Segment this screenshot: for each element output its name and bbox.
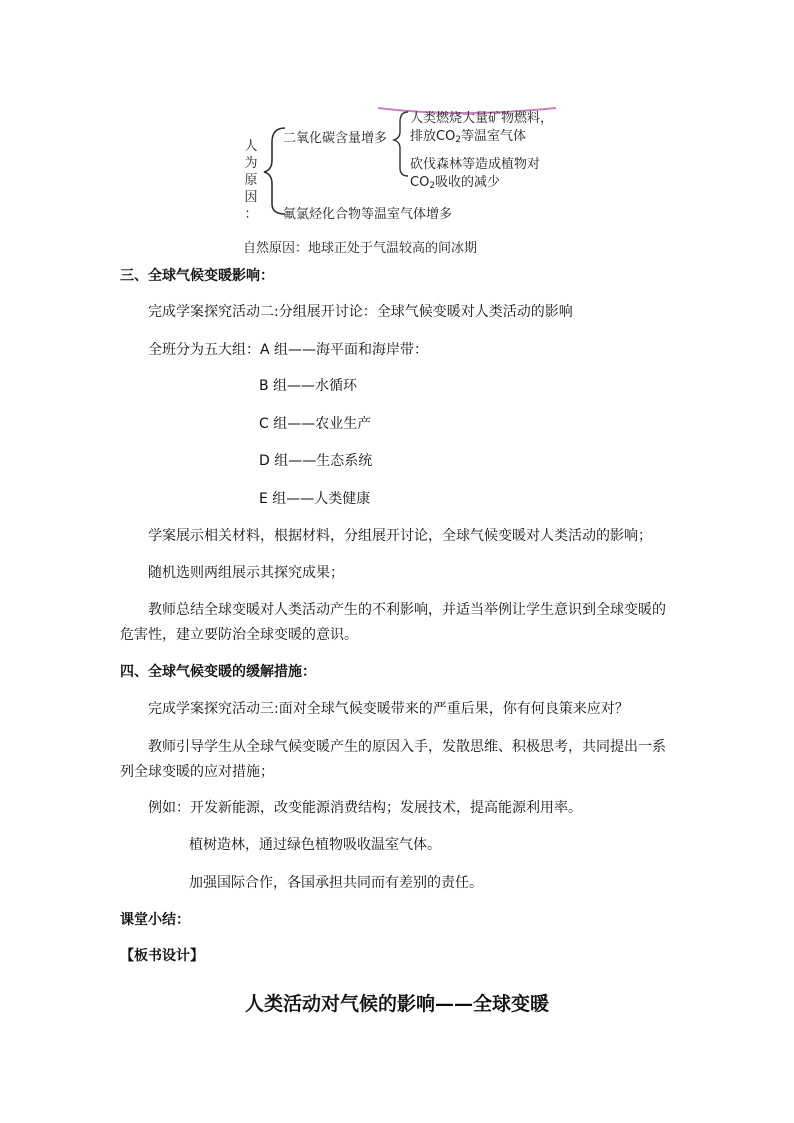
section3-paragraph-4: 随机选则两组展示其探究成果；: [148, 565, 344, 581]
small-brace: [394, 112, 408, 176]
group-e: E 组——人类健康: [259, 491, 371, 507]
group-c: C 组——农业生产: [259, 416, 372, 432]
cause-fossil-fuel-line1: 人类燃烧大量矿物燃料，: [410, 111, 554, 126]
co2-increase-text: 二氧化碳含量增多: [283, 131, 388, 146]
cause-deforestation-line2: $CO_2$吸收的减少: [410, 175, 501, 191]
group-b: B 组——水循环: [259, 378, 358, 394]
section3-paragraph-5-line2: 危害性，建立要防治全球变暖的意识。: [120, 627, 358, 643]
cause-deforestation-line1: 砍伐森林等造成植物对: [410, 157, 541, 172]
big-brace: [264, 128, 285, 214]
natural-cause-text: 自然原因：地球正处于气温较高的间冰期: [243, 241, 478, 256]
section4-heading: 四、全球气候变暖的缓解措施：: [120, 664, 316, 680]
section3-paragraph-2: 全班分为五大组：A 组——海平面和海岸带：: [148, 342, 429, 358]
section4-paragraph-2-line1: 教师引导学生从全球气候变暖产生的原因入手，发散思维、积极思考，共同提出一系: [148, 739, 666, 755]
group-d: D 组——生态系统: [259, 453, 373, 469]
human-cause-label: 人 为 原 因 ：: [244, 139, 258, 222]
section3-paragraph-1: 完成学案探究活动二:分组展开讨论：全球气候变暖对人类活动的影响: [148, 304, 573, 320]
section4-measure-afforestation: 植树造林，通过绿色植物吸收温室气体。: [189, 837, 441, 853]
summary-heading: 课堂小结：: [120, 912, 190, 928]
section3-paragraph-3: 学案展示相关材料，根据材料，分组展开讨论，全球气候变暖对人类活动的影响；: [148, 528, 652, 544]
cfc-increase-text: 氟氯烃化合物等温室气体增多: [283, 207, 453, 222]
section4-example: 例如：开发新能源，改变能源消费结构；发展技术，提高能源利用率。: [148, 800, 582, 816]
cause-fossil-fuel-line2: 排放$CO_2$等温室气体: [410, 129, 527, 145]
board-design-label: 【板书设计】: [120, 948, 204, 964]
section4-measure-cooperation: 加强国际合作，各国承担共同而有差别的责任。: [189, 875, 483, 891]
section3-heading: 三、全球气候变暖影响：: [120, 268, 274, 284]
section4-paragraph-2-line2: 列全球变暖的应对措施；: [120, 764, 274, 780]
section3-paragraph-5-line1: 教师总结全球变暖对人类活动产生的不利影响，并适当举例让学生意识到全球变暖的: [148, 602, 666, 618]
section4-paragraph-1: 完成学案探究活动三:面对全球气候变暖带来的严重后果，你有何良策来应对？: [148, 701, 629, 717]
board-title: 人类活动对气候的影响——全球变暖: [244, 993, 549, 1015]
